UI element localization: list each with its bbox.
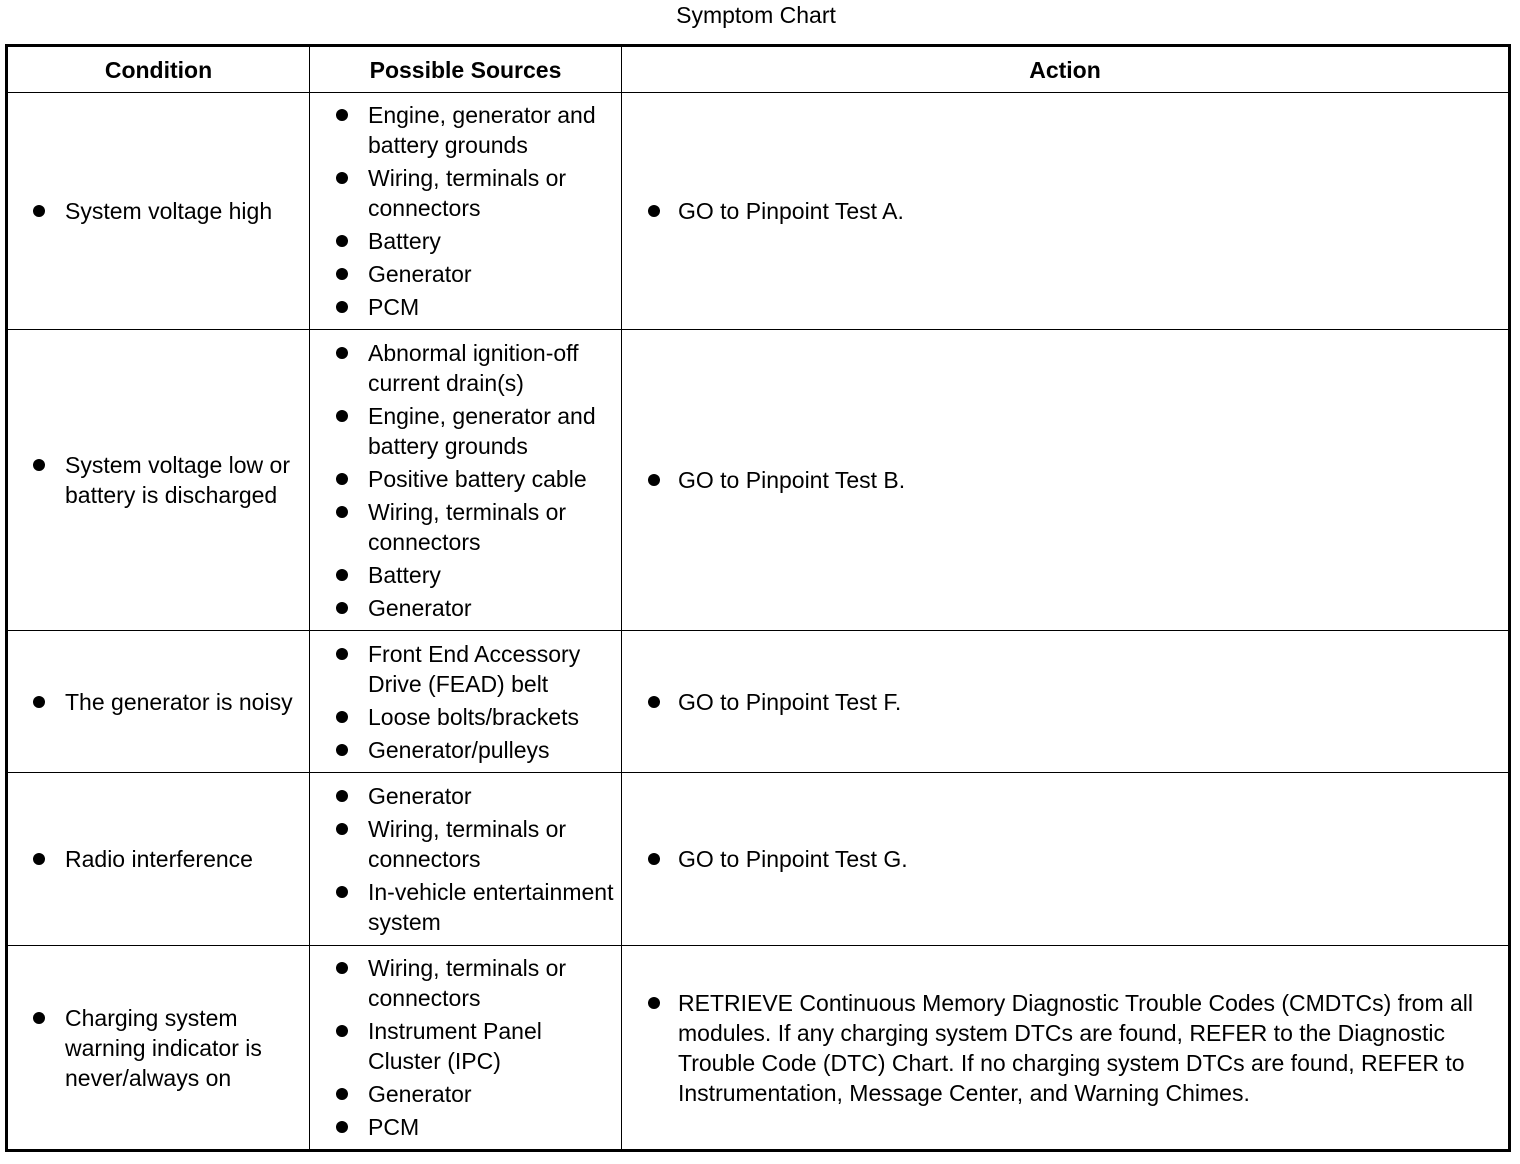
source-item: Wiring, terminals or connectors [310, 163, 621, 223]
condition-cell [7, 93, 310, 330]
source-item: Wiring, terminals or connectors [310, 497, 621, 557]
source-item: PCM [310, 1112, 621, 1142]
source-item: Abnormal ignition-off current drain(s) [310, 338, 621, 398]
condition-text: The generator is noisy [8, 687, 309, 717]
action-cell [622, 93, 1510, 330]
table-row [7, 330, 1510, 631]
chart-title: Symptom Chart [676, 2, 836, 28]
action-text: RETRIEVE Continuous Memory Diagnostic Trouble Codes (CMDTCs) from all modules. If any charging system DTCs are found, REFER to the Diagnostic Trouble Code (DTC) Chart. If no charging system DTCs are found, REFER to Instrumentation, Message Center, and Warning Chimes. [622, 988, 1508, 1108]
sources-cell [310, 946, 622, 1151]
source-item: Generator/pulleys [310, 735, 621, 765]
source-item: Generator [310, 1079, 621, 1109]
table-row [7, 631, 1510, 773]
source-item: Engine, generator and battery grounds [310, 401, 621, 461]
source-item: Positive battery cable [310, 464, 621, 494]
condition-cell [7, 773, 310, 946]
condition-text: Charging system warning indicator is never/always on [8, 1003, 309, 1093]
condition-cell [7, 946, 310, 1151]
source-item: Generator [310, 593, 621, 623]
source-item: Engine, generator and battery grounds [310, 100, 621, 160]
action-text: GO to Pinpoint Test G. [622, 844, 1508, 874]
symptom-table [5, 44, 1511, 1152]
header-condition: Condition [7, 46, 310, 93]
action-text: GO to Pinpoint Test B. [622, 465, 1508, 495]
action-text: GO to Pinpoint Test F. [622, 687, 1508, 717]
action-cell [622, 946, 1510, 1151]
source-item: In-vehicle entertainment system [310, 877, 621, 937]
condition-cell [7, 330, 310, 631]
header-action: Action [622, 46, 1510, 93]
condition-cell [7, 631, 310, 773]
source-item: Wiring, terminals or connectors [310, 953, 621, 1013]
condition-text: System voltage low or battery is discharged [8, 450, 309, 510]
sources-cell [310, 631, 622, 773]
source-item: Battery [310, 560, 621, 590]
source-item: Generator [310, 259, 621, 289]
source-item: Instrument Panel Cluster (IPC) [310, 1016, 621, 1076]
condition-text: Radio interference [8, 844, 309, 874]
table-row [7, 946, 1510, 1151]
sources-cell [310, 93, 622, 330]
table-row [7, 93, 1510, 330]
source-item: Battery [310, 226, 621, 256]
action-cell [622, 330, 1510, 631]
action-cell [622, 631, 1510, 773]
sources-cell [310, 330, 622, 631]
sources-cell [310, 773, 622, 946]
table-row [7, 773, 1510, 946]
condition-text: System voltage high [8, 196, 309, 226]
header-row [7, 46, 1510, 93]
action-text: GO to Pinpoint Test A. [622, 196, 1508, 226]
source-item: Loose bolts/brackets [310, 702, 621, 732]
source-item: Generator [310, 781, 621, 811]
action-cell [622, 773, 1510, 946]
header-possible-sources: Possible Sources [310, 46, 622, 93]
source-item: Wiring, terminals or connectors [310, 814, 621, 874]
source-item: Front End Accessory Drive (FEAD) belt [310, 639, 621, 699]
source-item: PCM [310, 292, 621, 322]
